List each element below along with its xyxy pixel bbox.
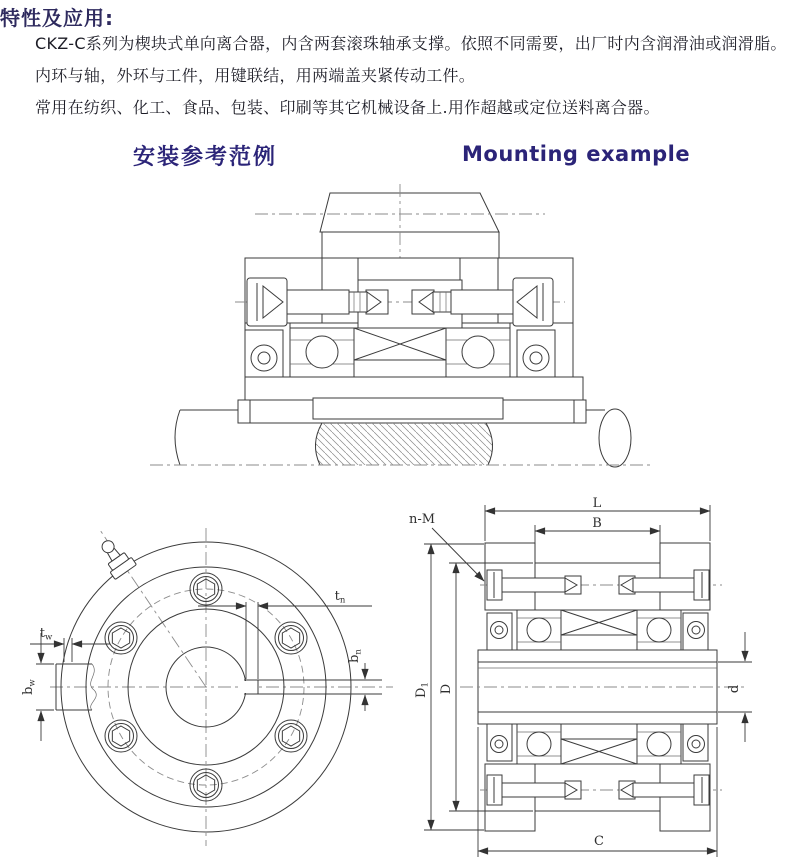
subtitle-english: Mounting example — [462, 142, 691, 166]
front-view-drawing — [0, 480, 410, 864]
dim-label-D1: D1 — [414, 682, 431, 698]
dim-label-D: D — [439, 683, 454, 695]
dim-label-t-outer: tw — [39, 626, 53, 643]
paragraph-line-3: 常用在纺织、化工、食品、包装、印刷等其它机械设备上.用作超越或定位送料离合器。 — [35, 98, 660, 117]
dim-label-b-outer: bw — [21, 679, 38, 695]
dim-label-d: d — [727, 684, 742, 694]
paragraph-line-2: 内环与轴，外环与工件，用键联结，用两端盖夹紧传动工件。 — [35, 66, 476, 85]
mounting-example-drawing — [150, 180, 650, 480]
intro-paragraph — [35, 28, 800, 124]
clamp-bolts — [235, 278, 565, 326]
clamp-bolts-section — [480, 570, 722, 805]
dim-label-L: L — [592, 496, 602, 511]
grease-nipple — [94, 534, 137, 579]
page-title: 特性及应用: — [0, 6, 114, 30]
dim-label-C: C — [594, 834, 604, 849]
bearings-and-cage — [245, 328, 555, 377]
subtitle-chinese: 安装参考范例 — [133, 145, 278, 170]
dim-label-B: B — [592, 516, 602, 531]
dim-label-b-bore: bn — [347, 649, 364, 663]
centerlines — [50, 528, 393, 846]
side-section-drawing — [400, 480, 800, 864]
paragraph-line-1: CKZ-C系列为楔块式单向离合器，内含两套滚珠轴承支撑。依照不同需要，出厂时内含润滑油或润滑脂。 — [35, 34, 787, 53]
inner-ring-and-bore — [460, 650, 747, 724]
dim-label-n-M: n-M — [408, 512, 436, 527]
dim-label-t-bore: tn — [334, 589, 346, 606]
